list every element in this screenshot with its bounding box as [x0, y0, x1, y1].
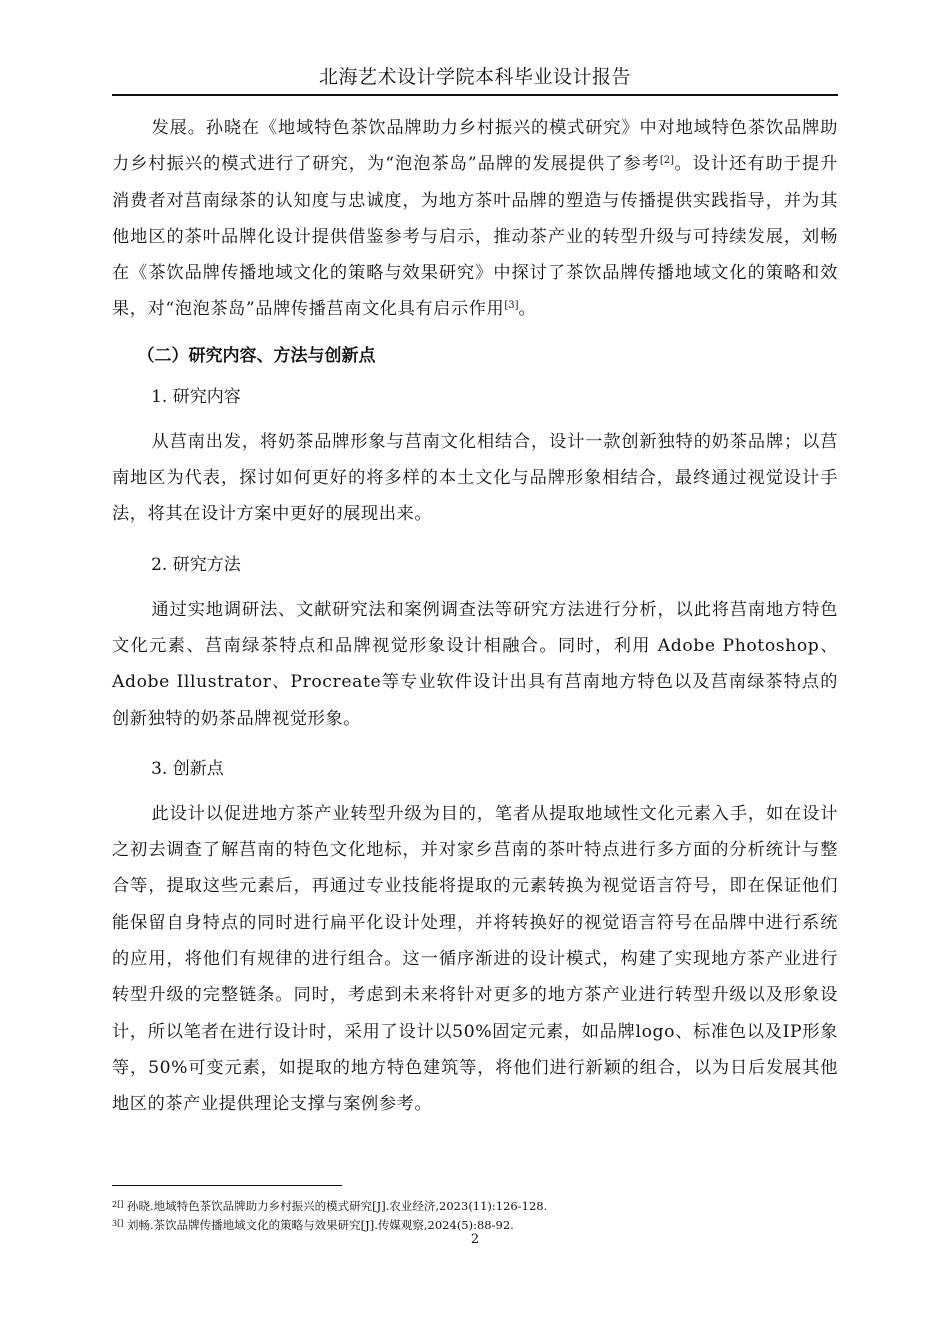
footnotes	[112, 1196, 838, 1234]
header-divider	[112, 94, 838, 96]
intro-text-3: 。	[518, 299, 537, 320]
footnote-text: 孙晓.地域特色茶饮品牌助力乡村振兴的模式研究[J].农业经济,2023(11):126-128.	[127, 1199, 548, 1213]
page-number: 2	[470, 1232, 480, 1247]
subheading-research-method: 2. 研究方法	[151, 554, 241, 575]
footnote-item	[112, 1196, 838, 1215]
footnote-mark: 3[]	[112, 1219, 124, 1228]
subheading-research-content: 1. 研究内容	[151, 386, 241, 407]
footnote-text: 刘畅.茶饮品牌传播地域文化的策略与效果研究[J].传媒观察,2024(5):88-92.	[127, 1218, 514, 1232]
section-heading: （二）研究内容、方法与创新点	[137, 345, 376, 366]
citation-2-link[interactable]: [2]	[659, 155, 675, 167]
paragraph-research-content: 从莒南出发，将奶茶品牌形象与莒南文化相结合，设计一款创新独特的奶茶品牌；以莒南地区为代表，探讨如何更好的将多样的本土文化与品牌形象相结合，最终通过视觉设计手法，将其在设计方案中更好的展现出来。	[112, 431, 838, 525]
footnote-mark: 2[]	[112, 1200, 124, 1209]
intro-text-2: 。设计还有助于提升消费者对莒南绿茶的认知度与忠诚度，为地方茶叶品牌的塑造与传播提供实践指导，并为其他地区的茶叶品牌化设计提供借鉴参考与启示，推动茶产业的转型升级与可持续发展，刘畅在《茶饮品牌传播地域文化的策略与效果研究》中探讨了茶饮品牌传播地域文化的策略和效果，对“泡泡茶岛”品牌传播莒南文化具有启示作用	[112, 154, 838, 320]
footnote-divider	[112, 1185, 342, 1186]
citation-3-link[interactable]: [3]	[504, 300, 519, 312]
paragraph-innovation: 此设计以促进地方茶产业转型升级为目的，笔者从提取地域性文化元素入手，如在设计之初去调查了解莒南的特色文化地标，并对家乡莒南的茶叶特点进行多方面的分析统计与整合等，提取这些元素后，再通过专业技能将提取的元素转换为视觉语言符号，即在保证他们能保留自身特点的同时进行扁平化设计处理，并将转换好的视觉语言符号在品牌中进行系统的应用，将他们有规律的进行组合。这一循序渐进的设计模式，构建了实现地方茶产业进行转型升级的完整链条。同时，考虑到未来将针对更多的地方茶产业进行转型升级以及形象设计，所以笔者在进行设计时，采用了设计以50%固定元素，如品牌logo、标准色以及IP形象等，50%可变元素，如提取的地方特色建筑等，将他们进行新颖的组合，以为日后发展其他地区的茶产业提供理论支撑与案例参考。	[112, 803, 838, 1115]
document-body	[112, 110, 838, 1123]
page-header-title: 北海艺术设计学院本科毕业设计报告	[318, 66, 631, 88]
paragraph-research-method: 通过实地调研法、文献研究法和案例调查法等研究方法进行分析，以此将莒南地方特色文化元素、莒南绿茶特点和品牌视觉形象设计相融合。同时，利用 Adobe Photoshop、Adobe Illustrator、Procreate等专业软件设计出具有莒南地方特色以及莒南绿茶特点的创新独特的奶茶品牌视觉形象。	[112, 599, 838, 729]
subheading-innovation: 3. 创新点	[151, 758, 224, 779]
intro-paragraph	[112, 110, 838, 328]
intro-text-1: 发展。孙晓在《地域特色茶饮品牌助力乡村振兴的模式研究》中对地域特色茶饮品牌助力乡村振兴的模式进行了研究，为“泡泡茶岛”品牌的发展提供了参考	[112, 118, 838, 175]
